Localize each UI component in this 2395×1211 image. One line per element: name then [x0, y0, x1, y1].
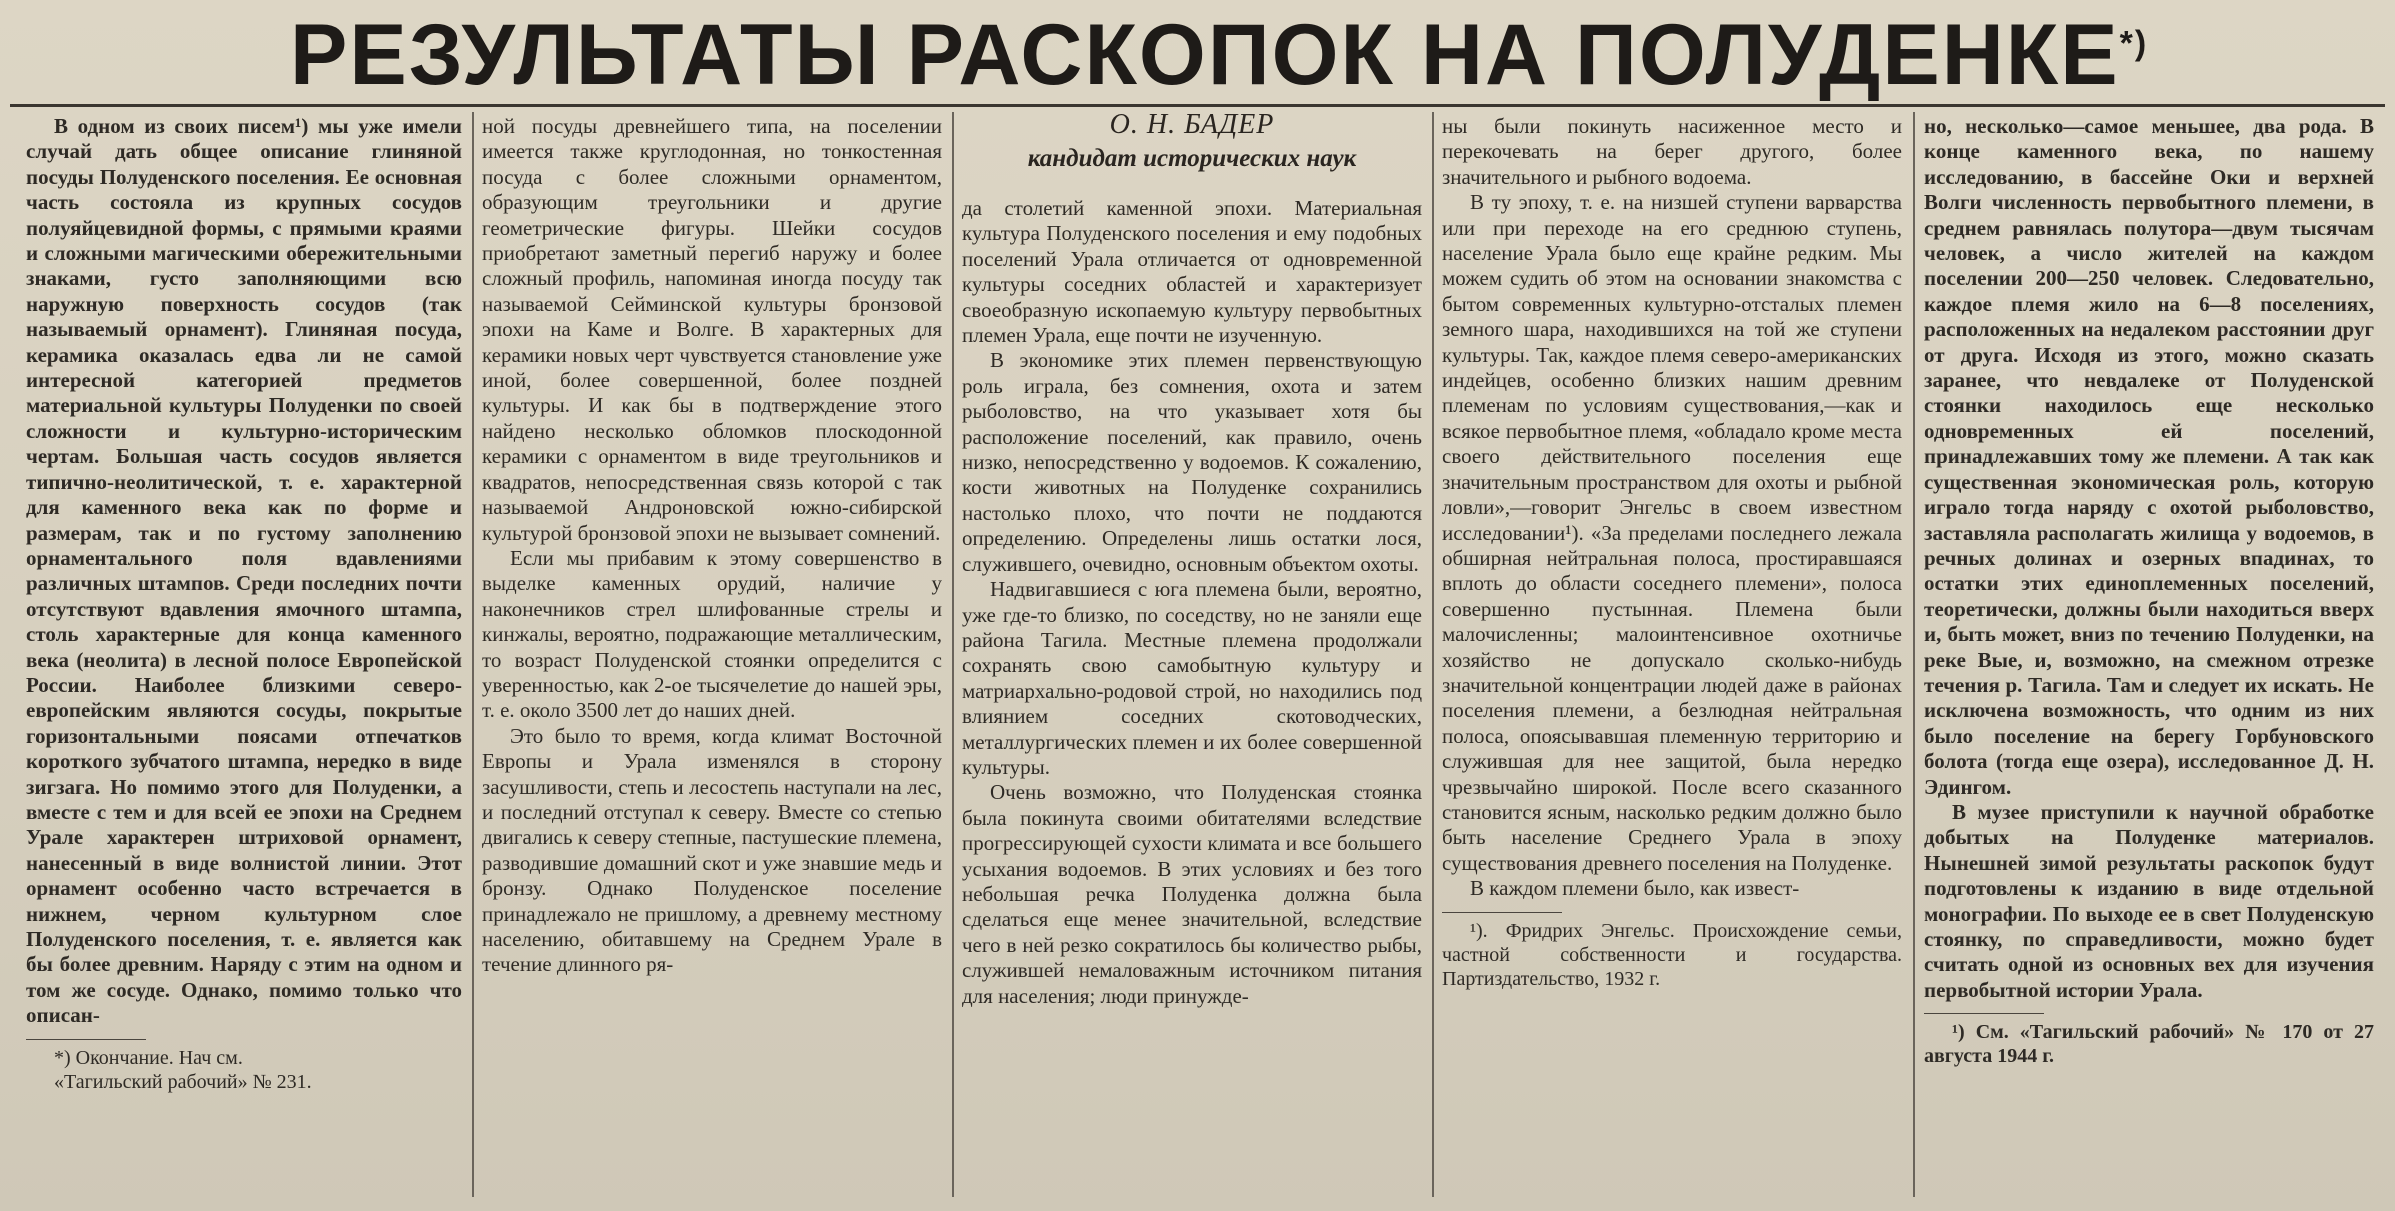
paragraph: но, несколько—самое меньшее, два рода. В конце каменного века, по нашему исследованию, в бассейне Оки и верхней Волги численность первобытного племени, в среднем равнялась полутора—двум тысячам человек, а число жителей на каждом поселении 200—250 человек. Следовательно, каждое племя жило на 6—8 поселениях, расположенных на недалеком расстоянии друг от друга. Исходя из этого, можно сказать заранее, что невдалеке от Полуденской стоянки находилось еще несколько одновременных ей поселений, принадлежавших тому же племени. А так как существенная экономическая роль, которую играло тогда наряду с охотой рыболовство, заставляла располагать жилища у водоемов, в речных долинах и озерных впадинах, то остатки этих единоплеменных поселений, теоретически, должны были находиться вверх и, быть может, вниз по течению Полуденки, на реке Вые, и, возможно, на смежном отрезке течения р. Тагила. Там и следует их искать. Не исключена возможность, что одним из них было поселение на берегу Горбуновского болота (тогда еще озера), исследованное Д. Н. Эдингом. — [1924, 114, 2374, 799]
footnote: «Тагильский рабочий» № 231. — [54, 1070, 312, 1093]
column-divider — [1432, 112, 1434, 1197]
headline-rule — [10, 104, 2385, 107]
article-column-3 — [962, 196, 1422, 1196]
footnote: *) Окончание. Нач см. — [54, 1046, 243, 1069]
paragraph: Надвигавшиеся с юга племена были, вероятно, уже где-то близко, по соседству, но не заняли еще района Тагила. Местные племена продолжали сохранять свою самобытную культуру и матриархально-родовой строй, но находились под влиянием соседних скотоводческих, металлургических племен и их более совершенной культуры. — [962, 577, 1422, 779]
article-headline — [290, 6, 2149, 104]
column-divider — [1913, 112, 1915, 1197]
headline-footnote-mark: *) — [2119, 24, 2149, 63]
byline — [962, 108, 1422, 176]
footnote-rule — [1924, 1013, 2044, 1014]
article-column-2 — [482, 114, 942, 1194]
paragraph: В одном из своих писем¹) мы уже имели случай дать общее описание глиняной посуды Полуденского поселения. Ее основная часть состояла из крупных сосудов полуяйцевидной формы, с прямыми краями и сложными магическими обережительными знаками, густо заполняющими всю наружную поверхность сосудов (так называемый орнамент). Глиняная посуда, керамика оказалась едва ли не самой интересной категорией предметов материальной культуры Полуденки по своей сложности и культурно-историческим чертам. Большая часть сосудов является типично-неолитической, т. е. характерной для каменного века как по форме и размерам, так и по густому заполнению орнаментального поля вдавлениями различных штампов. Среди последних почти отсутствуют вдавления ямочного штампа, столь характерные для конца каменного века (неолита) в лесной полосе Европейской России. Наиболее близкими северо-европейским являются сосуды, покрытые горизонтальными поясами отпечатков короткого зубчатого штампа, нередко в виде зигзага. Но помимо этого для Полуденки, а вместе с тем и для всей ее эпохи на Среднем Урале характерен штриховой орнамент, нанесенный в виде волнистой линии. Этот орнамент особенно часто встречается в нижнем, черном культурном слое Полуденского поселения, т. е. является как бы более древним. Наряду с этим на одном и том же сосуде. Однако, помимо только что описан- — [26, 114, 462, 1028]
footnote-rule — [1442, 912, 1562, 913]
paragraph: В экономике этих племен первенствующую роль играла, без сомнения, охота и затем рыболовство, на что указывает хотя бы расположение поселений, как правило, очень низко, непосредственно у водоемов. К сожалению, кости животных на Полуденке сохранились настолько плохо, что почти не поддаются определению. Определены лишь остатки лося, служившего, очевидно, основным объектом охоты. — [962, 348, 1422, 576]
paragraph: Это было то время, когда климат Восточной Европы и Урала изменялся в сторону засушливости, степь и лесостепь наступали на лес, и последний отступал к северу. Вместе со степью двигались к северу степные, пастушеские племена, разводившие домашний скот и уже знавшие медь и бронзу. Однако Полуденское поселение принадлежало не пришлому, а древнему местному населению, обитавшему на Среднем Урале в течение длинного ря- — [482, 723, 942, 977]
article-column-4 — [1442, 114, 1902, 1194]
author-name: О. Н. БАДЕР — [1109, 109, 1275, 140]
column-divider — [952, 112, 954, 1197]
paragraph: Если мы прибавим к этому совершенство в выделке каменных орудий, наличие у наконечников стрел шлифованные стрелы и кинжалы, вероятно, подражающие металлическим, то возраст Полуденской стоянки определится с уверенностью, как 2-ое тысячелетие до нашей эры, т. е. около 3500 лет до наших дней. — [482, 545, 942, 723]
paragraph: Очень возможно, что Полуденская стоянка была покинута своими обитателями вследствие прогрессирующей сухости климата и все большего усыхания водоемов. В этих условиях и без того небольшая речка Полуденка должна была сделаться еще менее значительной, вследствие чего в ней резко сократилось бы количество рыбы, служившей немаловажным источником питания для населения; люди принужде- — [962, 780, 1422, 1008]
paragraph: ны были покинуть насиженное место и перекочевать на берег другого, более значительного и рыбного водоема. — [1442, 114, 1902, 189]
footnote: ¹) См. «Тагильский рабочий» № 170 от 27 августа 1944 г. — [1924, 1021, 2374, 1068]
author-degree: кандидат исторических наук — [1027, 145, 1357, 172]
paragraph: В ту эпоху, т. е. на низшей ступени варварства или при переходе на его среднюю ступень, население Урала было еще крайне редким. Мы можем судить об этом на основании знакомства с бытом современных культурно-отсталых племен земного шара, находившихся на той же ступени культуры. Так, каждое племя северо-американских индейцев, особенно близких нашим древним племенам по условиям существования,—как и всякое первобытное племя, «обладало кроме места своего действительного поселения еще значительным пространством для охоты и рыбной ловли»,—говорит Энгельс в своем известном исследовании¹). «За пределами последнего лежала обширная нейтральная полоса, простиравшаяся вплоть до области соседнего племени», полоса совершенно пустынная. Племена были малочисленны; малоинтенсивное охотничье хозяйство не допускало сколько-нибудь значительной концентрации людей даже в районах поселения племени, а безлюдная нейтральная полоса, опоясывавшая племенную территорию и служившая для нее защитой, была нередко чрезвычайно широкой. После всего сказанного становится ясным, насколько редким должно было быть население Среднего Урала в эпоху существования древнего поселения на Полуденке. — [1442, 190, 1902, 875]
article-column-1 — [26, 114, 462, 1194]
footnote-rule — [26, 1039, 146, 1040]
paragraph: В музее приступили к научной обработке добытых на Полуденке материалов. Нынешней зимой результаты раскопок будут подготовлены к изданию в виде отдельной монографии. По выходе ее в свет Полуденскую стоянку, по справедливости, можно будет считать одной из основных вех для изучения первобытной истории Урала. — [1924, 799, 2374, 1002]
article-column-5 — [1924, 114, 2374, 1194]
paragraph: да столетий каменной эпохи. Материальная культура Полуденского поселения и ему подобных поселений Урала отличается от одновременной культуры соседних областей и характеризует своеобразную ископаемую культуру первобытных племен Урала, еще почти не изученную. — [962, 196, 1422, 348]
headline-title: РЕЗУЛЬТАТЫ РАСКОПОК НА ПОЛУДЕНКЕ — [290, 7, 2120, 103]
footnote: ¹). Фридрих Энгельс. Происхождение семьи, частной собственности и государства. Партиздательство, 1932 г. — [1442, 919, 1902, 990]
column-divider — [472, 112, 474, 1197]
paragraph: ной посуды древнейшего типа, на поселении имеется также круглодонная, но тонкостенная посуда с более сложными орнаментом, образующим треугольники и другие геометрические фигуры. Шейки сосудов приобретают заметный перегиб наружу и более сложный профиль, напоминая иногда посуду так называемой Сейминской культуры бронзовой эпохи на Каме и Волге. В характерных для керамики новых черт чувствуется становление уже иной, более совершенной, более поздней культуры. И как бы в подтверждение этого найдено несколько обломков плоскодонной керамики с орнаментом в виде треугольников и квадратов, непосредственная связь которой с так называемой Андроновской южно-сибирской культурой бронзовой эпохи не вызывает сомнений. — [482, 114, 942, 545]
paragraph: В каждом племени было, как извест- — [1470, 876, 1800, 901]
